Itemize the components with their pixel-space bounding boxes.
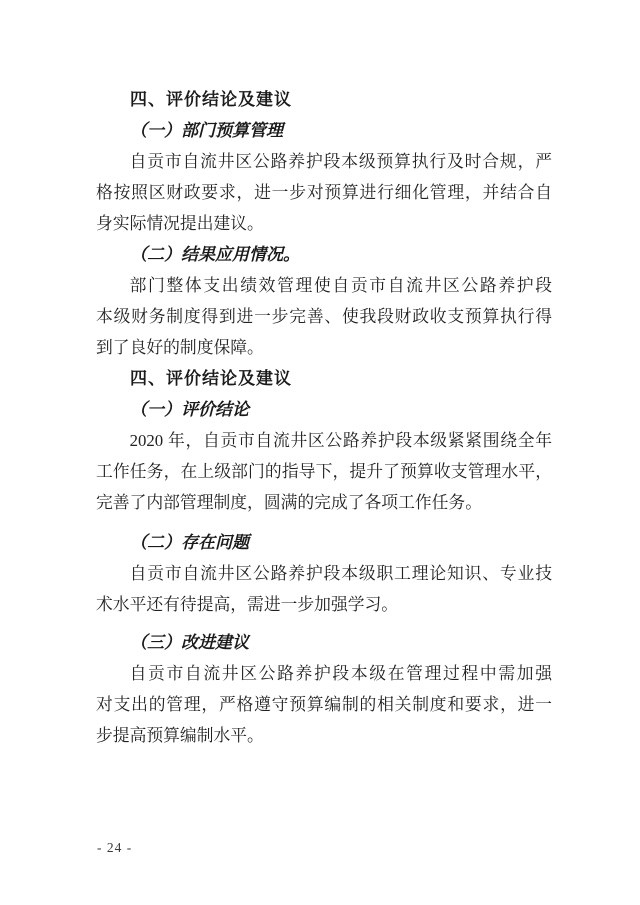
paragraph-line: 步提高预算编制水平。 bbox=[96, 726, 264, 745]
paragraph-line: 本级财务制度得到进一步完善、使我段财政收支预算执行得 bbox=[96, 307, 552, 326]
paragraph-line: 自贡市自流井区公路养护段本级在管理过程中需加强 bbox=[129, 664, 552, 683]
paragraph bbox=[96, 425, 552, 518]
paragraph-line: 部门整体支出绩效管理使自贡市自流井区公路养护段 bbox=[129, 276, 552, 295]
paragraph-line: 工作任务，在上级部门的指导下，提升了预算收支管理水平， bbox=[96, 462, 552, 481]
paragraph bbox=[96, 270, 552, 363]
paragraph-line: 完善了内部管理制度，圆满的完成了各项工作任务。 bbox=[96, 493, 482, 512]
paragraph bbox=[96, 558, 552, 620]
page-number: - 24 - bbox=[97, 840, 133, 855]
paragraph-line: 身实际情况提出建议。 bbox=[96, 214, 264, 233]
subsection-heading-evaluation-conclusion: （一）评价结论 bbox=[130, 400, 249, 419]
document-body bbox=[96, 84, 552, 751]
paragraph-line: 对支出的管理，严格遵守预算编制的相关制度和要求，进一 bbox=[96, 695, 552, 714]
subsection-heading-improvement-suggestions: （三）改进建议 bbox=[130, 633, 249, 652]
section-heading: 四、评价结论及建议 bbox=[130, 369, 292, 388]
paragraph-line: 术水平还有待提高，需进一步加强学习。 bbox=[96, 595, 399, 614]
paragraph-line: 2020 年，自贡市自流井区公路养护段本级紧紧围绕全年 bbox=[129, 431, 552, 450]
paragraph bbox=[96, 658, 552, 751]
paragraph-line: 格按照区财政要求，进一步对预算进行细化管理，并结合自 bbox=[96, 183, 552, 202]
paragraph bbox=[96, 146, 552, 239]
subsection-heading-result-application: （二）结果应用情况。 bbox=[130, 245, 300, 264]
subsection-heading-existing-problems: （二）存在问题 bbox=[130, 533, 249, 552]
subsection-heading-budget-management: （一）部门预算管理 bbox=[130, 121, 283, 140]
paragraph-line: 自贡市自流井区公路养护段本级职工理论知识、专业技 bbox=[129, 564, 552, 583]
paragraph-line: 到了良好的制度保障。 bbox=[96, 338, 264, 357]
paragraph-line: 自贡市自流井区公路养护段本级预算执行及时合规，严 bbox=[129, 152, 552, 171]
section-heading: 四、评价结论及建议 bbox=[130, 90, 292, 109]
